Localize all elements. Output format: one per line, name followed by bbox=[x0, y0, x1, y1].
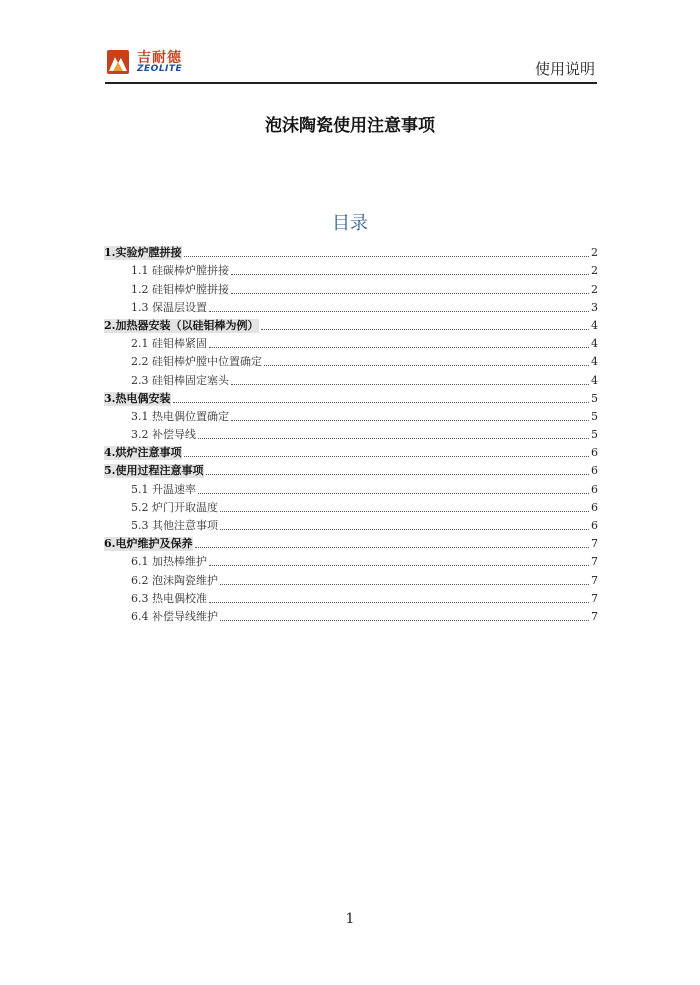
document-title: 泡沫陶瓷使用注意事项 bbox=[265, 116, 435, 136]
toc-entry-title: 6.4 补偿导线维护 bbox=[131, 609, 218, 623]
toc-entry-title: 5.使用过程注意事项 bbox=[104, 464, 204, 478]
toc-dot-leader bbox=[220, 583, 589, 585]
toc-entry-title: 2.加热器安装（以硅钼棒为例） bbox=[104, 318, 259, 332]
page-header bbox=[105, 44, 597, 82]
toc-entry-title: 4.烘炉注意事项 bbox=[104, 446, 182, 460]
toc-entry-subsection[interactable] bbox=[104, 278, 598, 296]
toc-entry-page-number: 3 bbox=[591, 300, 598, 314]
toc-entry-subsection[interactable] bbox=[104, 551, 598, 569]
toc-entry-page-number: 7 bbox=[591, 591, 598, 605]
toc-entry-title: 6.电炉维护及保养 bbox=[104, 537, 193, 551]
toc-dot-leader bbox=[231, 419, 589, 421]
toc-entry-page-number: 7 bbox=[591, 555, 598, 569]
toc-heading: 目录 bbox=[332, 213, 368, 234]
toc-entry-subsection[interactable] bbox=[104, 497, 598, 515]
toc-entry-title: 1.实验炉膛拼接 bbox=[104, 246, 182, 260]
toc-entry-section[interactable] bbox=[104, 460, 598, 478]
toc-entry-subsection[interactable] bbox=[104, 569, 598, 587]
toc-entry-title: 6.3 热电偶校准 bbox=[131, 591, 207, 605]
header-divider bbox=[105, 82, 597, 84]
toc-entry-page-number: 7 bbox=[591, 537, 598, 551]
toc-entry-title: 2.3 硅钼棒固定塞头 bbox=[131, 373, 229, 387]
table-of-contents bbox=[104, 242, 598, 624]
toc-entry-title: 5.2 炉门开取温度 bbox=[131, 500, 218, 514]
toc-dot-leader bbox=[231, 273, 589, 275]
company-logo bbox=[105, 46, 195, 78]
toc-entry-title: 3.1 热电偶位置确定 bbox=[131, 409, 229, 423]
toc-entry-page-number: 5 bbox=[591, 391, 598, 405]
toc-dot-leader bbox=[198, 492, 589, 494]
toc-entry-subsection[interactable] bbox=[104, 297, 598, 315]
toc-entry-page-number: 6 bbox=[591, 482, 598, 496]
toc-dot-leader bbox=[231, 383, 589, 385]
toc-entry-page-number: 2 bbox=[591, 282, 598, 296]
toc-entry-title: 6.1 加热棒维护 bbox=[131, 555, 207, 569]
toc-entry-subsection[interactable] bbox=[104, 424, 598, 442]
toc-dot-leader bbox=[195, 546, 589, 548]
toc-entry-page-number: 6 bbox=[591, 519, 598, 532]
toc-entry-page-number: 6 bbox=[591, 464, 598, 478]
toc-entry-page-number: 4 bbox=[591, 355, 598, 369]
toc-entry-page-number: 4 bbox=[591, 318, 598, 332]
toc-dot-leader bbox=[198, 437, 589, 439]
toc-dot-leader bbox=[209, 564, 589, 566]
toc-entry-page-number: 7 bbox=[591, 573, 598, 587]
toc-dot-leader bbox=[231, 292, 589, 294]
toc-entry-subsection[interactable] bbox=[104, 406, 598, 424]
toc-entry-page-number: 5 bbox=[591, 428, 598, 442]
toc-entry-title: 1.1 硅碳棒炉膛拼接 bbox=[131, 264, 229, 278]
toc-entry-page-number: 5 bbox=[591, 409, 598, 423]
toc-dot-leader bbox=[209, 601, 589, 603]
toc-entry-title: 5.1 升温速率 bbox=[131, 482, 196, 496]
toc-dot-leader bbox=[220, 510, 589, 512]
header-document-type: 使用说明 bbox=[534, 60, 595, 78]
page-number: 1 bbox=[345, 911, 355, 927]
toc-dot-leader bbox=[209, 346, 589, 348]
toc-entry-title: 3.2 补偿导线 bbox=[131, 428, 196, 442]
toc-dot-leader bbox=[220, 619, 589, 621]
toc-entry-subsection[interactable] bbox=[104, 478, 598, 496]
toc-entry-title: 5.3 其他注意事项 bbox=[131, 519, 218, 532]
toc-entry-subsection[interactable] bbox=[104, 515, 598, 533]
logo-chinese-text: 吉耐德 bbox=[137, 50, 182, 66]
toc-entry-subsection[interactable] bbox=[104, 606, 598, 624]
toc-dot-leader bbox=[261, 328, 589, 330]
toc-entry-page-number: 2 bbox=[591, 264, 598, 278]
toc-entry-page-number: 7 bbox=[591, 609, 598, 623]
toc-entry-subsection[interactable] bbox=[104, 351, 598, 369]
toc-entry-page-number: 4 bbox=[591, 373, 598, 387]
toc-entry-title: 6.2 泡沫陶瓷维护 bbox=[131, 573, 218, 587]
toc-entry-subsection[interactable] bbox=[104, 260, 598, 278]
toc-dot-leader bbox=[209, 310, 589, 312]
toc-entry-section[interactable] bbox=[104, 315, 598, 333]
toc-entry-subsection[interactable] bbox=[104, 369, 598, 387]
toc-entry-subsection[interactable] bbox=[104, 588, 598, 606]
toc-entry-subsection[interactable] bbox=[104, 333, 598, 351]
toc-entry-title: 2.1 硅钼棒紧固 bbox=[131, 337, 207, 351]
toc-dot-leader bbox=[264, 364, 589, 366]
toc-dot-leader bbox=[220, 528, 589, 530]
toc-entry-page-number: 6 bbox=[591, 446, 598, 460]
toc-dot-leader bbox=[184, 455, 589, 457]
toc-dot-leader bbox=[184, 255, 589, 257]
toc-entry-section[interactable] bbox=[104, 442, 598, 460]
toc-entry-page-number: 2 bbox=[591, 246, 598, 260]
toc-entry-page-number: 6 bbox=[591, 500, 598, 514]
toc-dot-leader bbox=[206, 473, 589, 475]
mountain-logo-icon bbox=[107, 50, 129, 74]
toc-entry-section[interactable] bbox=[104, 533, 598, 551]
toc-entry-section[interactable] bbox=[104, 388, 598, 406]
logo-english-text: ZEOLITE bbox=[137, 64, 183, 74]
toc-entry-title: 3.热电偶安装 bbox=[104, 391, 171, 405]
toc-entry-title: 2.2 硅钼棒炉膛中位置确定 bbox=[131, 355, 262, 369]
toc-entry-title: 1.3 保温层设置 bbox=[131, 300, 207, 314]
toc-entry-section[interactable] bbox=[104, 242, 598, 260]
toc-dot-leader bbox=[173, 401, 589, 403]
toc-entry-title: 1.2 硅钼棒炉膛拼接 bbox=[131, 282, 229, 296]
toc-entry-page-number: 4 bbox=[591, 337, 598, 351]
